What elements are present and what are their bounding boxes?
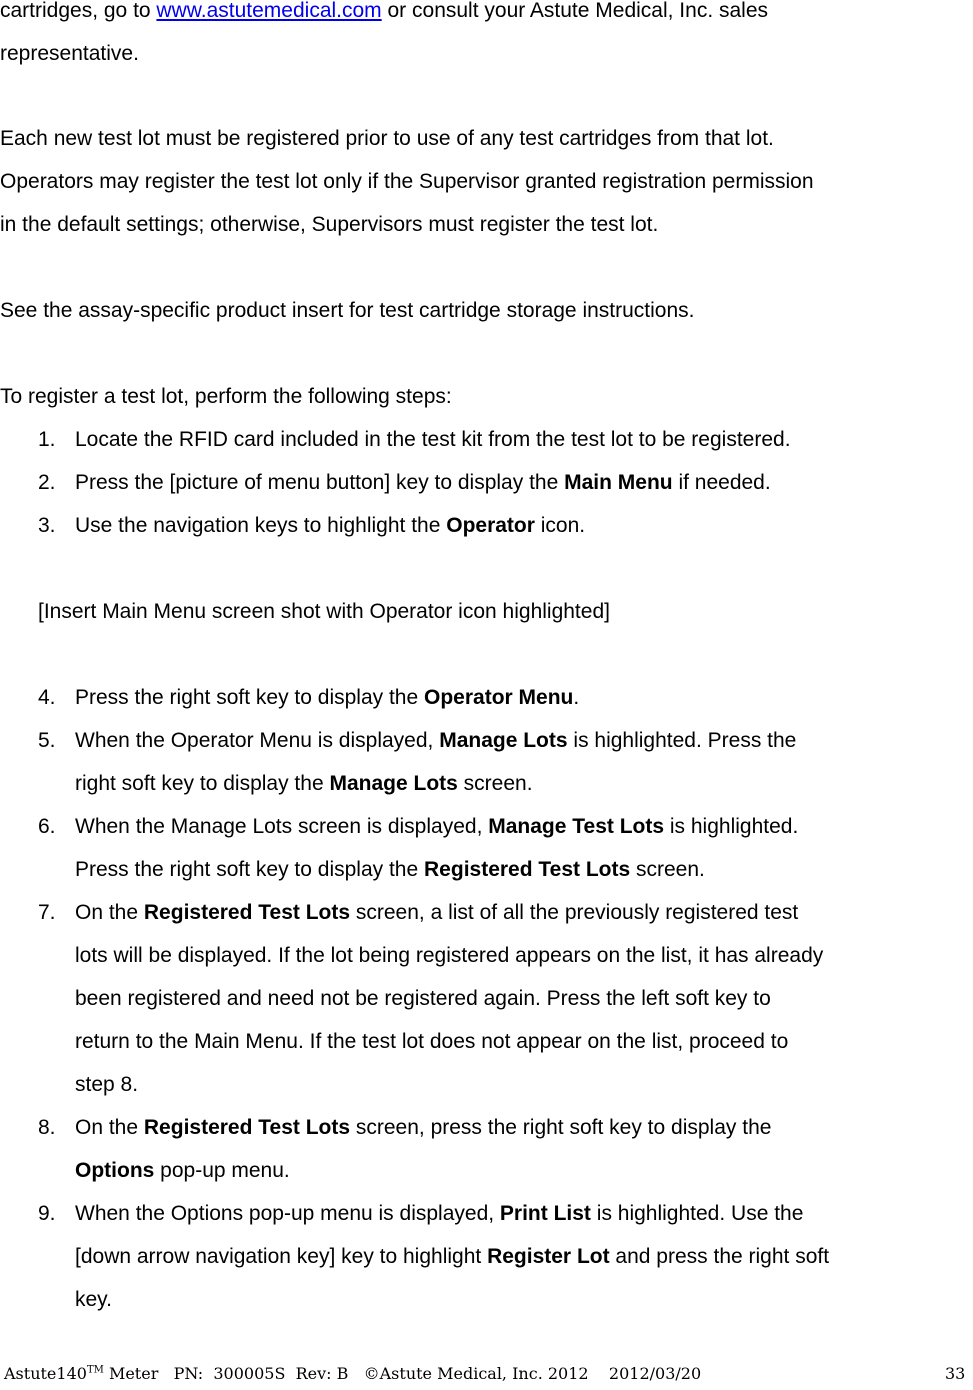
step-1-text: Locate the RFID card included in the test kit from the test lot to be registered. [75,428,791,451]
intro-line-1 [0,0,768,32]
step-number: 5. [38,729,56,752]
step-7-line-5: step 8. [75,1073,139,1096]
step-text: screen. [630,858,705,881]
step-number: 3. [38,514,56,537]
page-footer [0,1361,973,1387]
step-7-line-4: return to the Main Menu. If the test lot does not appear on the list, proceed to [75,1030,789,1053]
step-number: 4. [38,686,56,709]
step-bold-term: Registered Test Lots [424,858,631,881]
footer-product: Astute140 [4,1364,87,1383]
step-text: Press the [picture of menu button] key to display the [75,471,565,494]
step-number: 2. [38,471,56,494]
step-text: When the Operator Menu is displayed, [75,729,440,752]
step-text: . [573,686,580,709]
step-bold-term: Manage Lots [439,729,568,752]
step-7-line-2: lots will be displayed. If the lot being registered appears on the list, it has already [75,944,824,967]
step-4-text [75,676,579,719]
website-link[interactable]: www.astutemedical.com [156,0,382,22]
steps-intro: To register a test lot, perform the following steps: [0,385,452,408]
screenshot-placeholder: [Insert Main Menu screen shot with Operator icon highlighted] [38,600,610,623]
step-text: if needed. [672,471,771,494]
step-text: Press the right soft key to display the [75,686,425,709]
step-text: screen, a list of all the previously registered test [350,901,799,924]
footer-document-info [4,1361,701,1387]
step-text: When the Options pop-up menu is displayed, [75,1202,500,1225]
intro-text: cartridges, go to [0,0,157,22]
footer-details: Meter PN: 300005S Rev: B ©Astute Medical, Inc. 2012 2012/03/20 [103,1364,702,1383]
step-bold-term: Operator Menu [424,686,574,709]
step-number: 9. [38,1202,56,1225]
step-text: Use the navigation keys to highlight the [75,514,447,537]
intro-text: or consult your Astute Medical, Inc. sales [381,0,769,22]
step-text: and press the right soft [609,1245,830,1268]
step-7-line-3: been registered and need not be registered again. Press the left soft key to [75,987,771,1010]
step-text: When the Manage Lots screen is displayed, [75,815,489,838]
step-9-line-2 [75,1235,829,1278]
step-text: right soft key to display the [75,772,330,795]
step-text: screen, press the right soft key to display the [350,1116,772,1139]
step-5-line-1 [75,719,796,762]
step-bold-term: Registered Test Lots [143,1116,351,1139]
step-bold-term: Register Lot [487,1245,610,1268]
trademark-mark: TM [86,1364,104,1376]
step-bold-term: Main Menu [564,471,673,494]
step-bold-term: Manage Lots [329,772,458,795]
step-bold-term: Operator [446,514,535,537]
step-text: is highlighted. Press the [567,729,797,752]
step-7-line-1 [75,891,798,934]
step-bold-term: Manage Test Lots [488,815,665,838]
step-2-text [75,461,771,504]
step-text: icon. [534,514,586,537]
page-number: 33 [945,1364,966,1383]
step-9-line-3: key. [75,1288,112,1311]
step-3-text [75,504,585,547]
step-number: 7. [38,901,56,924]
step-text: [down arrow navigation key] key to highlight [75,1245,488,1268]
step-number: 6. [38,815,56,838]
step-text: Press the right soft key to display the [75,858,425,881]
step-number: 8. [38,1116,56,1139]
step-6-line-1 [75,805,798,848]
step-text: On the [75,901,144,924]
intro-line-2: representative. [0,42,139,65]
storage-paragraph: See the assay-specific product insert for test cartridge storage instructions. [0,299,695,322]
step-bold-term: Options [75,1159,155,1182]
step-number: 1. [38,428,56,451]
step-text: screen. [457,772,533,795]
registration-paragraph-line: in the default settings; otherwise, Supervisors must register the test lot. [0,213,659,236]
step-bold-term: Print List [499,1202,591,1225]
step-5-line-2 [75,762,533,805]
step-text: is highlighted. [664,815,799,838]
step-text: is highlighted. Use the [590,1202,804,1225]
step-bold-term: Registered Test Lots [143,901,351,924]
registration-paragraph-line: Each new test lot must be registered prior to use of any test cartridges from that lot. [0,127,774,150]
step-8-line-2 [75,1149,290,1192]
step-8-line-1 [75,1106,771,1149]
step-6-line-2 [75,848,705,891]
step-text: On the [75,1116,144,1139]
step-text: pop-up menu. [154,1159,290,1182]
step-9-line-1 [75,1192,803,1235]
registration-paragraph-line: Operators may register the test lot only if the Supervisor granted registration permission [0,170,814,193]
